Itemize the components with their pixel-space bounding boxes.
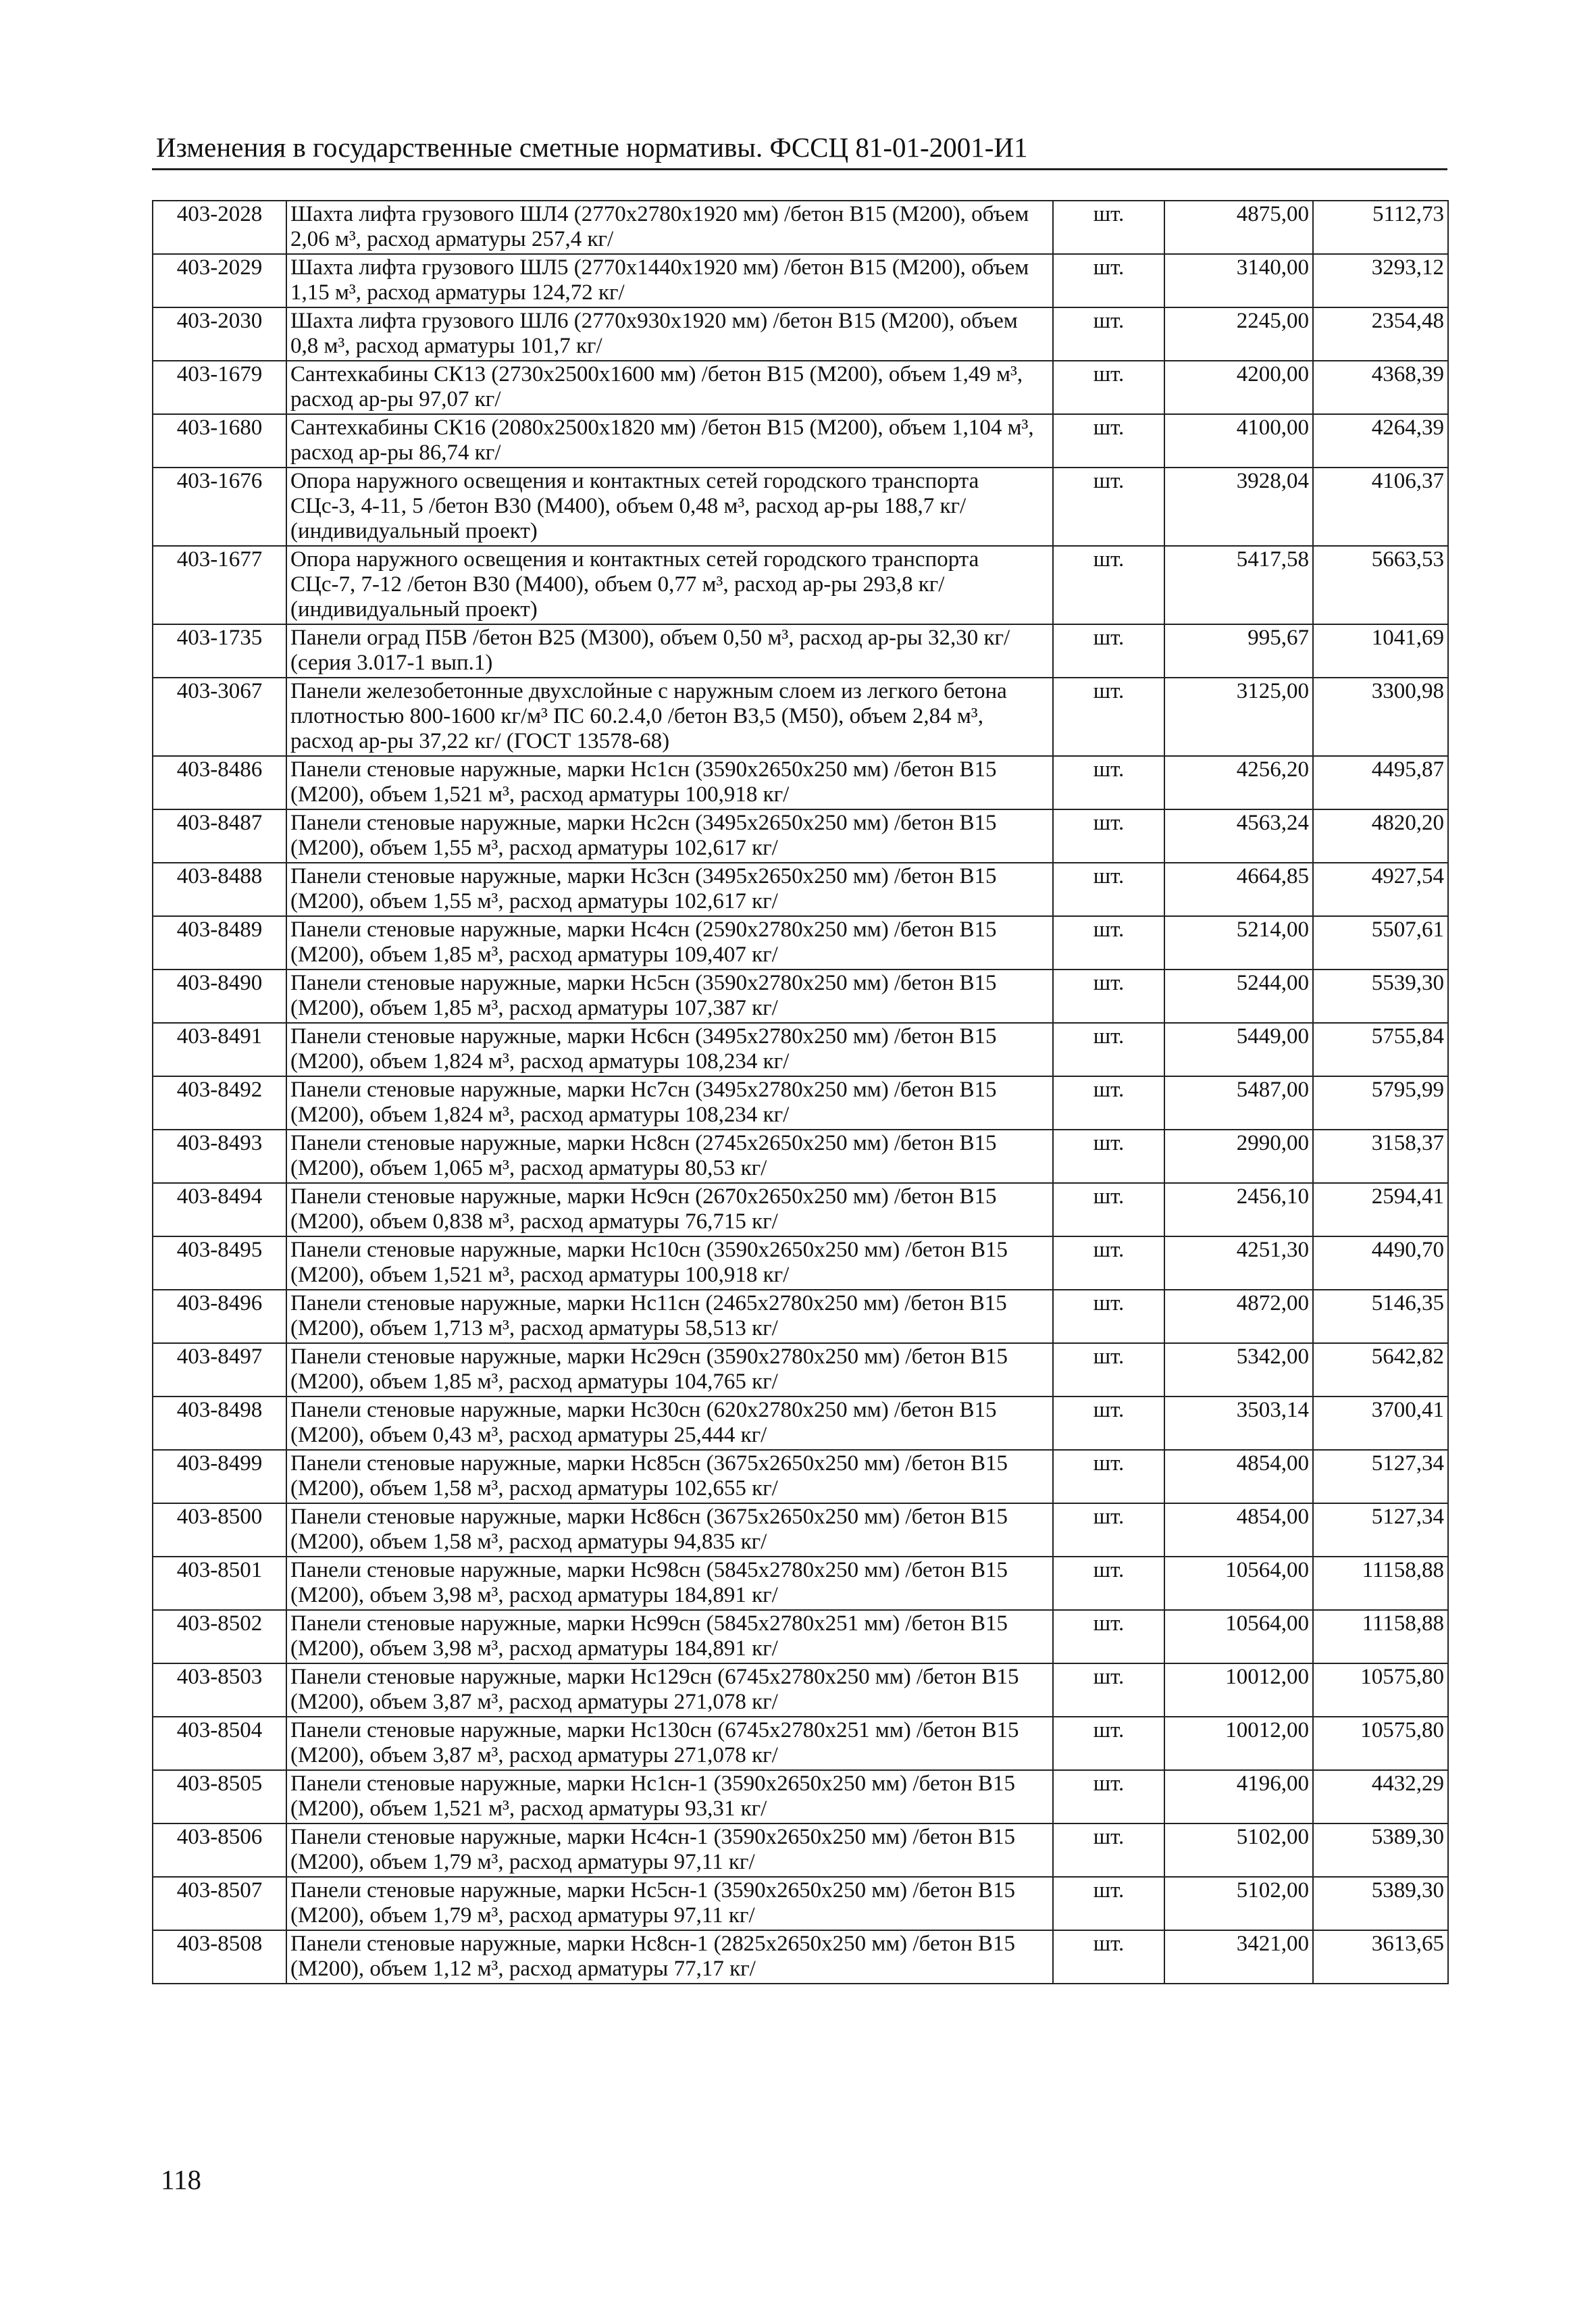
- item-name-cell: Панели стеновые наружные, марки Нс98сн (5845х2780х250 мм) /бетон В15 (М200), объем 3,98 м³, расход арматуры 184,891 кг/: [286, 1557, 1053, 1610]
- price-cell: 5244,00: [1164, 970, 1313, 1023]
- price-cell: 4820,20: [1313, 809, 1448, 863]
- item-code-cell: 403-8502: [153, 1610, 286, 1663]
- table-row: [153, 468, 1448, 546]
- price-cell: 5663,53: [1313, 546, 1448, 624]
- price-cell: 5127,34: [1313, 1450, 1448, 1503]
- table-row: [153, 254, 1448, 307]
- price-cell: 10012,00: [1164, 1717, 1313, 1770]
- price-cell: 5539,30: [1313, 970, 1448, 1023]
- unit-cell: шт.: [1053, 1877, 1164, 1930]
- item-code-cell: 403-3067: [153, 678, 286, 756]
- table-row: [153, 1823, 1448, 1877]
- table-row: [153, 624, 1448, 678]
- unit-cell: шт.: [1053, 1076, 1164, 1130]
- price-cell: 10575,80: [1313, 1717, 1448, 1770]
- table-row: [153, 1183, 1448, 1236]
- price-cell: 4251,30: [1164, 1236, 1313, 1290]
- price-cell: 5795,99: [1313, 1076, 1448, 1130]
- price-cell: 5389,30: [1313, 1877, 1448, 1930]
- price-cell: 5507,61: [1313, 916, 1448, 970]
- table-row: [153, 361, 1448, 414]
- table-row: [153, 1503, 1448, 1557]
- item-name-cell: Сантехкабины СК13 (2730х2500х1600 мм) /бетон В15 (М200), объем 1,49 м³, расход ар-ры 97,07 кг/: [286, 361, 1053, 414]
- item-code-cell: 403-8498: [153, 1397, 286, 1450]
- unit-cell: шт.: [1053, 1130, 1164, 1183]
- item-name-cell: Панели стеновые наружные, марки Нс10сн (3590х2650х250 мм) /бетон В15 (М200), объем 1,521 м³, расход арматуры 100,918 кг/: [286, 1236, 1053, 1290]
- price-cell: 3300,98: [1313, 678, 1448, 756]
- unit-cell: шт.: [1053, 1823, 1164, 1877]
- unit-cell: шт.: [1053, 1930, 1164, 1984]
- item-code-cell: 403-1735: [153, 624, 286, 678]
- item-name-cell: Панели стеновые наружные, марки Нс6сн (3495х2780х250 мм) /бетон В15 (М200), объем 1,824 м³, расход арматуры 108,234 кг/: [286, 1023, 1053, 1076]
- price-cell: 11158,88: [1313, 1610, 1448, 1663]
- price-cell: 3293,12: [1313, 254, 1448, 307]
- item-code-cell: 403-2028: [153, 201, 286, 254]
- item-code-cell: 403-8500: [153, 1503, 286, 1557]
- price-cell: 4854,00: [1164, 1450, 1313, 1503]
- price-cell: 4875,00: [1164, 201, 1313, 254]
- item-name-cell: Панели стеновые наружные, марки Нс86сн (3675х2650х250 мм) /бетон В15 (М200), объем 1,58 м³, расход арматуры 94,835 кг/: [286, 1503, 1053, 1557]
- unit-cell: шт.: [1053, 1343, 1164, 1397]
- table-row: [153, 1877, 1448, 1930]
- price-cell: 4872,00: [1164, 1290, 1313, 1343]
- unit-cell: шт.: [1053, 916, 1164, 970]
- price-table-body: [153, 201, 1448, 1984]
- price-cell: 3613,65: [1313, 1930, 1448, 1984]
- price-cell: 5146,35: [1313, 1290, 1448, 1343]
- item-name-cell: Панели оград П5В /бетон В25 (М300), объем 0,50 м³, расход ар-ры 32,30 кг/ (серия 3.017-1 вып.1): [286, 624, 1053, 678]
- unit-cell: шт.: [1053, 307, 1164, 361]
- price-cell: 4106,37: [1313, 468, 1448, 546]
- item-name-cell: Панели стеновые наружные, марки Нс1сн (3590х2650х250 мм) /бетон В15 (М200), объем 1,521 м³, расход арматуры 100,918 кг/: [286, 756, 1053, 809]
- unit-cell: шт.: [1053, 1557, 1164, 1610]
- item-name-cell: Панели стеновые наружные, марки Нс8сн-1 (2825х2650х250 мм) /бетон В15 (М200), объем 1,12 м³, расход арматуры 77,17 кг/: [286, 1930, 1053, 1984]
- table-row: [153, 1663, 1448, 1717]
- item-name-cell: Панели стеновые наружные, марки Нс2сн (3495х2650х250 мм) /бетон В15 (М200), объем 1,55 м³, расход арматуры 102,617 кг/: [286, 809, 1053, 863]
- unit-cell: шт.: [1053, 1290, 1164, 1343]
- unit-cell: шт.: [1053, 624, 1164, 678]
- table-row: [153, 307, 1448, 361]
- item-code-cell: 403-8497: [153, 1343, 286, 1397]
- item-name-cell: Шахта лифта грузового ШЛ6 (2770х930х1920 мм) /бетон В15 (М200), объем 0,8 м³, расход арматуры 101,7 кг/: [286, 307, 1053, 361]
- price-cell: 10564,00: [1164, 1610, 1313, 1663]
- item-name-cell: Панели стеновые наружные, марки Нс85сн (3675х2650х250 мм) /бетон В15 (М200), объем 1,58 м³, расход арматуры 102,655 кг/: [286, 1450, 1053, 1503]
- table-row: [153, 546, 1448, 624]
- unit-cell: шт.: [1053, 1023, 1164, 1076]
- price-cell: 10564,00: [1164, 1557, 1313, 1610]
- unit-cell: шт.: [1053, 201, 1164, 254]
- item-name-cell: Панели стеновые наружные, марки Нс5сн-1 (3590х2650х250 мм) /бетон В15 (М200), объем 1,79 м³, расход арматуры 97,11 кг/: [286, 1877, 1053, 1930]
- item-code-cell: 403-8491: [153, 1023, 286, 1076]
- price-cell: 3421,00: [1164, 1930, 1313, 1984]
- item-name-cell: Панели стеновые наружные, марки Нс3сн (3495х2650х250 мм) /бетон В15 (М200), объем 1,55 м³, расход арматуры 102,617 кг/: [286, 863, 1053, 916]
- price-cell: 2354,48: [1313, 307, 1448, 361]
- item-name-cell: Панели стеновые наружные, марки Нс4сн-1 (3590х2650х250 мм) /бетон В15 (М200), объем 1,79 м³, расход арматуры 97,11 кг/: [286, 1823, 1053, 1877]
- price-cell: 4927,54: [1313, 863, 1448, 916]
- unit-cell: шт.: [1053, 468, 1164, 546]
- table-row: [153, 1076, 1448, 1130]
- price-cell: 4368,39: [1313, 361, 1448, 414]
- table-row: [153, 1717, 1448, 1770]
- price-cell: 995,67: [1164, 624, 1313, 678]
- unit-cell: шт.: [1053, 1236, 1164, 1290]
- table-row: [153, 1770, 1448, 1823]
- price-cell: 3125,00: [1164, 678, 1313, 756]
- item-code-cell: 403-8507: [153, 1877, 286, 1930]
- price-cell: 2245,00: [1164, 307, 1313, 361]
- item-code-cell: 403-8488: [153, 863, 286, 916]
- price-cell: 2594,41: [1313, 1183, 1448, 1236]
- price-cell: 10575,80: [1313, 1663, 1448, 1717]
- unit-cell: шт.: [1053, 254, 1164, 307]
- item-name-cell: Панели стеновые наружные, марки Нс29сн (3590х2780х250 мм) /бетон В15 (М200), объем 1,85 м³, расход арматуры 104,765 кг/: [286, 1343, 1053, 1397]
- item-code-cell: 403-2030: [153, 307, 286, 361]
- page-header: Изменения в государственные сметные нормативы. ФССЦ 81-01-2001-И1: [156, 132, 1028, 163]
- item-code-cell: 403-8506: [153, 1823, 286, 1877]
- table-row: [153, 1236, 1448, 1290]
- unit-cell: шт.: [1053, 361, 1164, 414]
- item-code-cell: 403-8487: [153, 809, 286, 863]
- item-name-cell: Шахта лифта грузового ШЛ4 (2770х2780х1920 мм) /бетон В15 (М200), объем 2,06 м³, расход арматуры 257,4 кг/: [286, 201, 1053, 254]
- unit-cell: шт.: [1053, 1663, 1164, 1717]
- table-row: [153, 1397, 1448, 1450]
- header-rule: [152, 168, 1447, 170]
- table-row: [153, 1450, 1448, 1503]
- item-name-cell: Панели стеновые наружные, марки Нс4сн (2590х2780х250 мм) /бетон В15 (М200), объем 1,85 м³, расход арматуры 109,407 кг/: [286, 916, 1053, 970]
- item-code-cell: 403-8503: [153, 1663, 286, 1717]
- price-cell: 4196,00: [1164, 1770, 1313, 1823]
- table-row: [153, 1557, 1448, 1610]
- item-code-cell: 403-8504: [153, 1717, 286, 1770]
- price-cell: 5417,58: [1164, 546, 1313, 624]
- price-cell: 4100,00: [1164, 414, 1313, 468]
- unit-cell: шт.: [1053, 809, 1164, 863]
- unit-cell: шт.: [1053, 1610, 1164, 1663]
- item-code-cell: 403-2029: [153, 254, 286, 307]
- price-cell: 5389,30: [1313, 1823, 1448, 1877]
- price-cell: 1041,69: [1313, 624, 1448, 678]
- item-name-cell: Опора наружного освещения и контактных сетей городского транспорта СЦс-7, 7-12 /бетон В30 (М400), объем 0,77 м³, расход ар-ры 293,8 кг/ (индивидуальный проект): [286, 546, 1053, 624]
- item-name-cell: Панели стеновые наружные, марки Нс30сн (620х2780х250 мм) /бетон В15 (М200), объем 0,43 м³, расход арматуры 25,444 кг/: [286, 1397, 1053, 1450]
- price-cell: 3700,41: [1313, 1397, 1448, 1450]
- price-cell: 4256,20: [1164, 756, 1313, 809]
- price-cell: 4490,70: [1313, 1236, 1448, 1290]
- item-code-cell: 403-1676: [153, 468, 286, 546]
- item-name-cell: Панели стеновые наружные, марки Нс1сн-1 (3590х2650х250 мм) /бетон В15 (М200), объем 1,521 м³, расход арматуры 93,31 кг/: [286, 1770, 1053, 1823]
- price-cell: 5102,00: [1164, 1877, 1313, 1930]
- price-cell: 10012,00: [1164, 1663, 1313, 1717]
- item-code-cell: 403-8489: [153, 916, 286, 970]
- price-cell: 5112,73: [1313, 201, 1448, 254]
- item-name-cell: Панели стеновые наружные, марки Нс5сн (3590х2780х250 мм) /бетон В15 (М200), объем 1,85 м³, расход арматуры 107,387 кг/: [286, 970, 1053, 1023]
- price-cell: 3928,04: [1164, 468, 1313, 546]
- unit-cell: шт.: [1053, 1717, 1164, 1770]
- item-name-cell: Панели стеновые наружные, марки Нс7сн (3495х2780х250 мм) /бетон В15 (М200), объем 1,824 м³, расход арматуры 108,234 кг/: [286, 1076, 1053, 1130]
- item-code-cell: 403-8486: [153, 756, 286, 809]
- page-number: 118: [161, 2164, 201, 2195]
- unit-cell: шт.: [1053, 1397, 1164, 1450]
- item-name-cell: Панели стеновые наружные, марки Нс129сн (6745х2780х250 мм) /бетон В15 (М200), объем 3,87 м³, расход арматуры 271,078 кг/: [286, 1663, 1053, 1717]
- price-cell: 3158,37: [1313, 1130, 1448, 1183]
- unit-cell: шт.: [1053, 863, 1164, 916]
- price-cell: 5127,34: [1313, 1503, 1448, 1557]
- price-cell: 5642,82: [1313, 1343, 1448, 1397]
- item-name-cell: Панели стеновые наружные, марки Нс9сн (2670х2650х250 мм) /бетон В15 (М200), объем 0,838 м³, расход арматуры 76,715 кг/: [286, 1183, 1053, 1236]
- table-row: [153, 678, 1448, 756]
- table-row: [153, 1290, 1448, 1343]
- item-code-cell: 403-8501: [153, 1557, 286, 1610]
- unit-cell: шт.: [1053, 1503, 1164, 1557]
- price-cell: 2990,00: [1164, 1130, 1313, 1183]
- price-cell: 4664,85: [1164, 863, 1313, 916]
- unit-cell: шт.: [1053, 546, 1164, 624]
- price-cell: 5755,84: [1313, 1023, 1448, 1076]
- item-code-cell: 403-8495: [153, 1236, 286, 1290]
- item-code-cell: 403-8499: [153, 1450, 286, 1503]
- item-code-cell: 403-8496: [153, 1290, 286, 1343]
- table-row: [153, 1130, 1448, 1183]
- table-row: [153, 1930, 1448, 1984]
- item-code-cell: 403-8508: [153, 1930, 286, 1984]
- item-name-cell: Панели стеновые наружные, марки Нс11сн (2465х2780х250 мм) /бетон В15 (М200), объем 1,713 м³, расход арматуры 58,513 кг/: [286, 1290, 1053, 1343]
- item-code-cell: 403-8493: [153, 1130, 286, 1183]
- item-name-cell: Панели стеновые наружные, марки Нс130сн (6745х2780х251 мм) /бетон В15 (М200), объем 3,87 м³, расход арматуры 271,078 кг/: [286, 1717, 1053, 1770]
- table-row: [153, 916, 1448, 970]
- price-cell: 2456,10: [1164, 1183, 1313, 1236]
- table-row: [153, 414, 1448, 468]
- item-code-cell: 403-1679: [153, 361, 286, 414]
- item-name-cell: Панели стеновые наружные, марки Нс99сн (5845х2780х251 мм) /бетон В15 (М200), объем 3,98 м³, расход арматуры 184,891 кг/: [286, 1610, 1053, 1663]
- item-name-cell: Шахта лифта грузового ШЛ5 (2770х1440х1920 мм) /бетон В15 (М200), объем 1,15 м³, расход арматуры 124,72 кг/: [286, 254, 1053, 307]
- price-cell: 5102,00: [1164, 1823, 1313, 1877]
- price-cell: 11158,88: [1313, 1557, 1448, 1610]
- price-cell: 3140,00: [1164, 254, 1313, 307]
- item-code-cell: 403-1680: [153, 414, 286, 468]
- unit-cell: шт.: [1053, 970, 1164, 1023]
- item-code-cell: 403-8494: [153, 1183, 286, 1236]
- unit-cell: шт.: [1053, 414, 1164, 468]
- table-row: [153, 1023, 1448, 1076]
- price-cell: 4432,29: [1313, 1770, 1448, 1823]
- price-cell: 5342,00: [1164, 1343, 1313, 1397]
- price-cell: 5449,00: [1164, 1023, 1313, 1076]
- item-code-cell: 403-8505: [153, 1770, 286, 1823]
- table-row: [153, 970, 1448, 1023]
- price-cell: 4264,39: [1313, 414, 1448, 468]
- price-cell: 4854,00: [1164, 1503, 1313, 1557]
- item-name-cell: Сантехкабины СК16 (2080х2500х1820 мм) /бетон В15 (М200), объем 1,104 м³, расход ар-ры 86,74 кг/: [286, 414, 1053, 468]
- price-cell: 4200,00: [1164, 361, 1313, 414]
- price-cell: 5487,00: [1164, 1076, 1313, 1130]
- price-cell: 5214,00: [1164, 916, 1313, 970]
- unit-cell: шт.: [1053, 1770, 1164, 1823]
- item-name-cell: Опора наружного освещения и контактных сетей городского транспорта СЦс-3, 4-11, 5 /бетон В30 (М400), объем 0,48 м³, расход ар-ры 188,7 кг/ (индивидуальный проект): [286, 468, 1053, 546]
- item-code-cell: 403-8490: [153, 970, 286, 1023]
- unit-cell: шт.: [1053, 1183, 1164, 1236]
- item-code-cell: 403-1677: [153, 546, 286, 624]
- unit-cell: шт.: [1053, 1450, 1164, 1503]
- price-cell: 4495,87: [1313, 756, 1448, 809]
- table-row: [153, 201, 1448, 254]
- item-name-cell: Панели железобетонные двухслойные с наружным слоем из легкого бетона плотностью 800-1600 кг/м³ ПС 60.2.4,0 /бетон В3,5 (М50), объем 2,84 м³, расход ар-ры 37,22 кг/ (ГОСТ 13578-68): [286, 678, 1053, 756]
- price-cell: 3503,14: [1164, 1397, 1313, 1450]
- table-row: [153, 863, 1448, 916]
- unit-cell: шт.: [1053, 678, 1164, 756]
- table-row: [153, 809, 1448, 863]
- table-row: [153, 1610, 1448, 1663]
- price-cell: 4563,24: [1164, 809, 1313, 863]
- item-code-cell: 403-8492: [153, 1076, 286, 1130]
- table-row: [153, 1343, 1448, 1397]
- unit-cell: шт.: [1053, 756, 1164, 809]
- table-row: [153, 756, 1448, 809]
- price-table: [152, 200, 1449, 1984]
- item-name-cell: Панели стеновые наружные, марки Нс8сн (2745х2650х250 мм) /бетон В15 (М200), объем 1,065 м³, расход арматуры 80,53 кг/: [286, 1130, 1053, 1183]
